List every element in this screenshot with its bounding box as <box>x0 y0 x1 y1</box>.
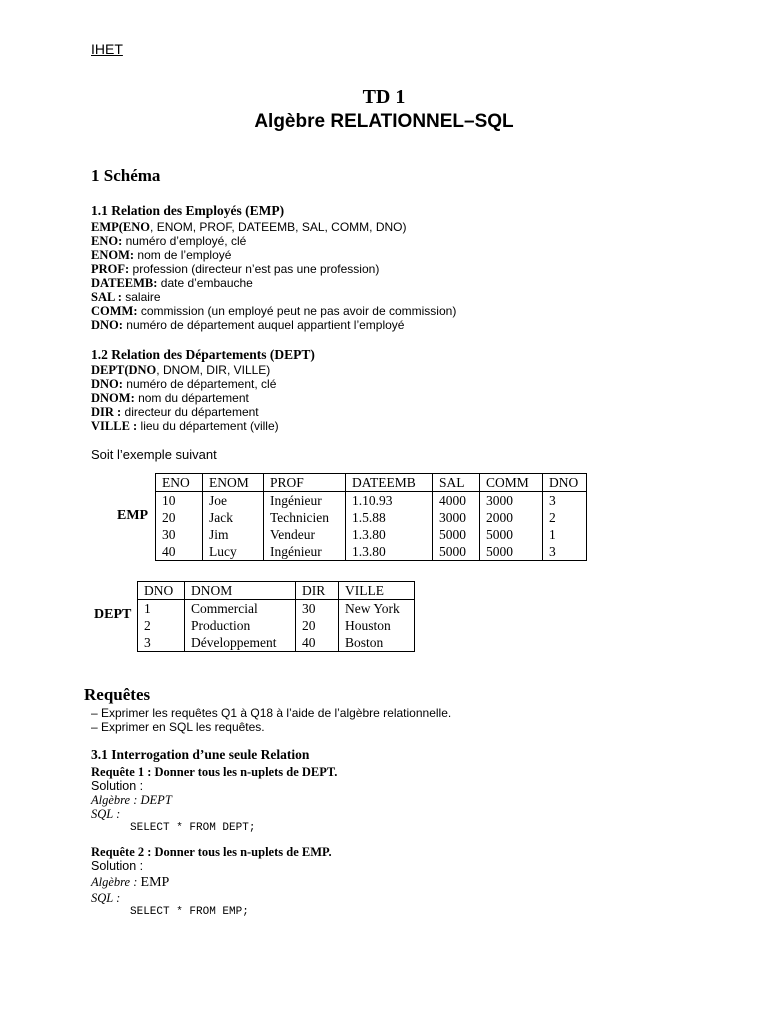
table-cell: 1.3.80 <box>346 526 433 543</box>
emp-attr-prof: PROF: profession (directeur n’est pas une profession) <box>91 262 380 276</box>
sql-query: SELECT * FROM DEPT; <box>130 822 256 834</box>
column-header: DIR <box>296 582 339 600</box>
column-header: COMM <box>480 474 543 492</box>
table-cell: 1 <box>138 600 185 618</box>
requests-bullet-list <box>91 706 451 734</box>
table-cell: 20 <box>156 509 203 526</box>
column-header: VILLE <box>339 582 415 600</box>
request-title: Requête 1 : Donner tous les n-uplets de DEPT. <box>91 765 338 779</box>
table-cell: 1.10.93 <box>346 492 433 510</box>
table-cell: 2 <box>543 509 587 526</box>
sql-query: SELECT * FROM EMP; <box>130 906 249 918</box>
table-cell: 3 <box>138 634 185 652</box>
table-cell: 5000 <box>433 526 480 543</box>
dept-attr-ville: VILLE : lieu du département (ville) <box>91 419 279 433</box>
emp-attr-dateemb: DATEEMB: date d’embauche <box>91 276 253 290</box>
algebra-expression: Algèbre : DEPT <box>91 793 172 807</box>
table-cell: Technicien <box>264 509 346 526</box>
table-cell: 3000 <box>433 509 480 526</box>
request-1 <box>91 765 337 835</box>
request-title: Requête 2 : Donner tous les n-uplets de EMP. <box>91 845 332 859</box>
table-cell: 4000 <box>433 492 480 510</box>
table-row <box>156 492 587 510</box>
table-cell: 3000 <box>480 492 543 510</box>
table-header-row <box>156 474 587 492</box>
table-cell: 40 <box>296 634 339 652</box>
table-cell: 3 <box>543 543 587 561</box>
table-cell: New York <box>339 600 415 618</box>
dept-attribute-list <box>91 363 279 433</box>
table-row <box>156 526 587 543</box>
dept-signature: DEPT(DNO, DNOM, DIR, VILLE) <box>91 363 271 377</box>
column-header: SAL <box>433 474 480 492</box>
table-cell: 5000 <box>480 543 543 561</box>
example-intro: Soit l’exemple suivant <box>91 447 217 462</box>
solution-label: Solution : <box>91 779 144 793</box>
table-cell: 1.3.80 <box>346 543 433 561</box>
emp-attr-dno: DNO: numéro de département auquel appartient l’employé <box>91 318 405 332</box>
emp-table-label: EMP <box>117 508 149 523</box>
sql-label: SQL : <box>91 891 121 905</box>
solution-label: Solution : <box>91 859 144 873</box>
dept-attr-dir: DIR : directeur du département <box>91 405 259 419</box>
emp-attr-sal: SAL : salaire <box>91 290 161 304</box>
request-2 <box>91 845 332 919</box>
table-row <box>156 509 587 526</box>
sql-label: SQL : <box>91 807 121 821</box>
table-cell: 20 <box>296 617 339 634</box>
dept-attr-dno: DNO: numéro de département, clé <box>91 377 277 391</box>
table-cell: Boston <box>339 634 415 652</box>
table-cell: 5000 <box>433 543 480 561</box>
emp-attr-enom: ENOM: nom de l’employé <box>91 248 232 262</box>
section-heading: 3.1 Interrogation d’une seule Relation <box>91 747 310 762</box>
table-cell: 2 <box>138 617 185 634</box>
table-row <box>138 634 415 652</box>
table-cell: Jack <box>203 509 264 526</box>
table-cell: 1 <box>543 526 587 543</box>
table-cell: 5000 <box>480 526 543 543</box>
emp-attr-eno: ENO: numéro d’employé, clé <box>91 234 247 248</box>
dept-table <box>137 581 415 652</box>
table-cell: 10 <box>156 492 203 510</box>
list-item: – Exprimer en SQL les requêtes. <box>91 720 265 734</box>
emp-table <box>155 473 587 561</box>
column-header: DATEEMB <box>346 474 433 492</box>
list-item: – Exprimer les requêtes Q1 à Q18 à l’aide de l’algèbre relationnelle. <box>91 706 452 720</box>
dept-table-label: DEPT <box>94 607 132 622</box>
table-cell: 3 <box>543 492 587 510</box>
emp-attribute-list <box>91 220 456 332</box>
column-header: PROF <box>264 474 346 492</box>
algebra-expression: Algèbre : EMP <box>91 875 170 890</box>
dept-attr-dnom: DNOM: nom du département <box>91 391 249 405</box>
column-header: ENO <box>156 474 203 492</box>
table-header-row <box>138 582 415 600</box>
table-cell: 30 <box>296 600 339 618</box>
table-cell: Lucy <box>203 543 264 561</box>
table-cell: 1.5.88 <box>346 509 433 526</box>
td-title: TD 1 <box>362 86 406 108</box>
table-cell: Jim <box>203 526 264 543</box>
emp-attr-comm: COMM: commission (un employé peut ne pas avoir de commission) <box>91 304 457 318</box>
column-header: DNO <box>138 582 185 600</box>
emp-relation-heading: 1.1 Relation des Employés (EMP) <box>91 203 285 218</box>
requests-heading: Requêtes <box>84 685 151 704</box>
emp-signature: EMP(ENO, ENOM, PROF, DATEEMB, SAL, COMM, DNO) <box>91 220 407 234</box>
table-cell: 40 <box>156 543 203 561</box>
table-cell: Production <box>185 617 296 634</box>
table-row <box>138 600 415 618</box>
schema-heading: 1 Schéma <box>91 166 161 185</box>
table-row <box>156 543 587 561</box>
column-header: DNOM <box>185 582 296 600</box>
table-cell: Ingénieur <box>264 543 346 561</box>
table-cell: Développement <box>185 634 296 652</box>
column-header: ENOM <box>203 474 264 492</box>
table-cell: 30 <box>156 526 203 543</box>
dept-relation-heading: 1.2 Relation des Départements (DEPT) <box>91 347 315 362</box>
table-cell: Joe <box>203 492 264 510</box>
table-cell: Ingénieur <box>264 492 346 510</box>
table-cell: 2000 <box>480 509 543 526</box>
table-cell: Vendeur <box>264 526 346 543</box>
table-cell: Houston <box>339 617 415 634</box>
institution-header: IHET <box>91 41 123 57</box>
td-subtitle: Algèbre RELATIONNEL–SQL <box>254 111 514 132</box>
table-row <box>138 617 415 634</box>
column-header: DNO <box>543 474 587 492</box>
table-cell: Commercial <box>185 600 296 618</box>
